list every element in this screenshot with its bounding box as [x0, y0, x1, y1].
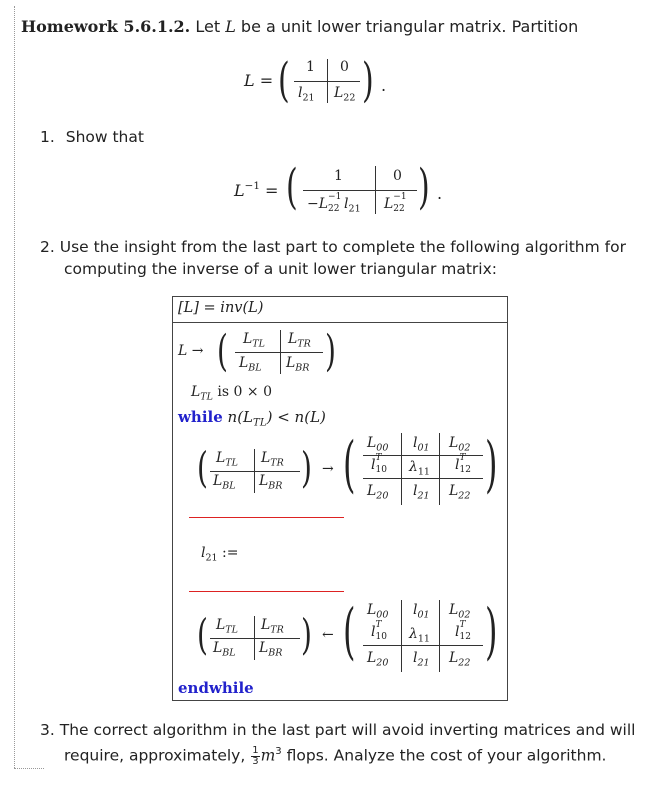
- rep1-l01: $l_{01}$: [413, 435, 430, 454]
- inverse-tl: 1: [334, 168, 343, 184]
- rep1-lambda11: $\lambda_{11}$: [409, 459, 430, 478]
- rep2-L20: $L_{20}$: [367, 650, 389, 669]
- rep2-hrule: [210, 638, 300, 639]
- rep2-l21: $l_{21}$: [413, 650, 430, 669]
- rep1-big-hrule-2: [363, 478, 483, 479]
- rep1-hrule: [210, 471, 300, 472]
- rep1-big-vrule-1: [401, 433, 402, 505]
- rep1-big-paren-l: (: [343, 428, 356, 501]
- algo-init: $L_{TL}$ is 0 × 0: [191, 384, 272, 403]
- update-divider-top: [189, 517, 344, 518]
- intro-pre: Let: [195, 17, 221, 36]
- rep1-L22: $L_{22}$: [449, 483, 471, 502]
- rep2-lbr: $L_{BR}$: [259, 640, 283, 659]
- algo-lbl: $L_{BL}$: [239, 355, 262, 374]
- rep1-lbl: $L_{BL}$: [213, 473, 236, 492]
- rep2-l10: l T 10: [371, 620, 387, 642]
- rep2-L02: $L_{02}$: [449, 602, 471, 621]
- algo-while-line: while $n(L_{TL}) < n(L)$: [178, 408, 326, 429]
- inverse-bl: −L −1 22 $l_{21}$: [307, 192, 361, 215]
- item-2-line-1: Use the insight from the last part to complete the following algorithm for: [59, 238, 626, 256]
- algorithm-signature: [L] = inv(L): [178, 300, 264, 316]
- rep2-l12: l T 12: [455, 620, 471, 642]
- algo-paren-r: ): [325, 325, 336, 377]
- rep2-L22: $L_{22}$: [449, 650, 471, 669]
- rep2-arrow: ←: [322, 627, 334, 643]
- partition-tl: 1: [306, 59, 315, 75]
- list-item-2: [40, 236, 626, 280]
- update-statement: $l_{21}$ :=: [201, 545, 239, 564]
- rep2-big-paren-l: (: [343, 595, 356, 668]
- intro-L: L: [225, 17, 236, 36]
- inverse-br: L −1 22: [384, 192, 407, 214]
- inverse-right-paren: ): [418, 160, 430, 216]
- intro-post: be a unit lower triangular matrix. Partition: [240, 17, 579, 36]
- right-paren: ): [362, 54, 374, 109]
- algo-partition-hrule: [235, 352, 323, 353]
- rep1-ltr: $L_{TR}$: [261, 450, 284, 469]
- fraction-one-third: $\frac{1}{3}$: [252, 744, 259, 767]
- rep1-l21: $l_{21}$: [413, 483, 430, 502]
- rep2-paren-r: ): [301, 610, 312, 660]
- partition-br: $L_{22}$: [334, 85, 356, 104]
- rep1-ltl: $L_{TL}$: [216, 450, 238, 469]
- page-margin-bottom: [14, 768, 44, 769]
- item-3-line-2: require, approximately, $\frac{1}{3}$ $m^3$ flops. Analyze the cost of your algorithm.: [64, 744, 607, 767]
- inverse-period: .: [437, 184, 443, 203]
- inverse-tr: 0: [393, 168, 402, 184]
- algo-partition-lhs: L →: [178, 343, 204, 359]
- partition-hrule: [294, 81, 360, 82]
- rep2-paren-l: (: [197, 610, 208, 660]
- algo-lbr: $L_{BR}$: [286, 355, 310, 374]
- inverse-lhs: $L^{-1}$ =: [234, 180, 279, 200]
- homework-title: [21, 17, 578, 36]
- rep1-L02: $L_{02}$: [449, 435, 471, 454]
- rep2-lbl: $L_{BL}$: [213, 640, 236, 659]
- rep1-arrow: →: [322, 461, 334, 477]
- algorithm-header: [173, 297, 507, 323]
- item-1-text: Show that: [65, 128, 144, 146]
- inverse-hrule: [303, 190, 417, 191]
- rep1-paren-r: ): [301, 443, 312, 493]
- rep1-l10: l T 10: [371, 453, 387, 475]
- rep2-ltr: $L_{TR}$: [261, 617, 284, 636]
- rep1-big-paren-r: ): [485, 428, 498, 501]
- item-2-number: 2.: [40, 238, 55, 256]
- homework-label: Homework 5.6.1.2.: [21, 17, 191, 36]
- rep2-ltl: $L_{TL}$: [216, 617, 238, 636]
- algo-endwhile: endwhile: [178, 679, 254, 697]
- rep2-lambda11: $\lambda_{11}$: [409, 626, 430, 645]
- partition-bl: $l_{21}$: [298, 85, 315, 104]
- page-margin-left: [14, 6, 15, 768]
- item-1-number: 1.: [40, 128, 55, 146]
- rep1-l12: l T 12: [455, 453, 471, 475]
- algo-ltl: $L_{TL}$: [243, 331, 265, 350]
- rep2-big-vrule-2: [439, 600, 440, 672]
- rep2-L00: $L_{00}$: [367, 602, 389, 621]
- algo-ltr: $L_{TR}$: [288, 331, 311, 350]
- inverse-left-paren: (: [286, 160, 298, 216]
- rep2-big-paren-r: ): [485, 595, 498, 668]
- rep1-L20: $L_{20}$: [367, 483, 389, 502]
- rep2-big-hrule-2: [363, 645, 483, 646]
- rep2-big-vrule-1: [401, 600, 402, 672]
- item-2-line-2: computing the inverse of a unit lower triangular matrix:: [64, 260, 498, 278]
- algorithm-box: [172, 296, 508, 701]
- item-3-number: 3.: [40, 721, 55, 739]
- rep1-big-vrule-2: [439, 433, 440, 505]
- rep1-paren-l: (: [197, 443, 208, 493]
- algo-paren-l: (: [217, 325, 228, 377]
- list-item-1: [40, 126, 144, 148]
- rep1-L00: $L_{00}$: [367, 435, 389, 454]
- partition-tr: 0: [340, 59, 349, 75]
- left-paren: (: [278, 54, 290, 109]
- update-divider-bottom: [189, 591, 344, 592]
- list-item-3: [40, 719, 635, 767]
- item-3-line-1: The correct algorithm in the last part will avoid inverting matrices and will: [59, 721, 636, 739]
- partition-period: .: [381, 76, 387, 95]
- rep2-l01: $l_{01}$: [413, 602, 430, 621]
- partition-lhs: L =: [244, 71, 274, 90]
- rep1-lbr: $L_{BR}$: [259, 473, 283, 492]
